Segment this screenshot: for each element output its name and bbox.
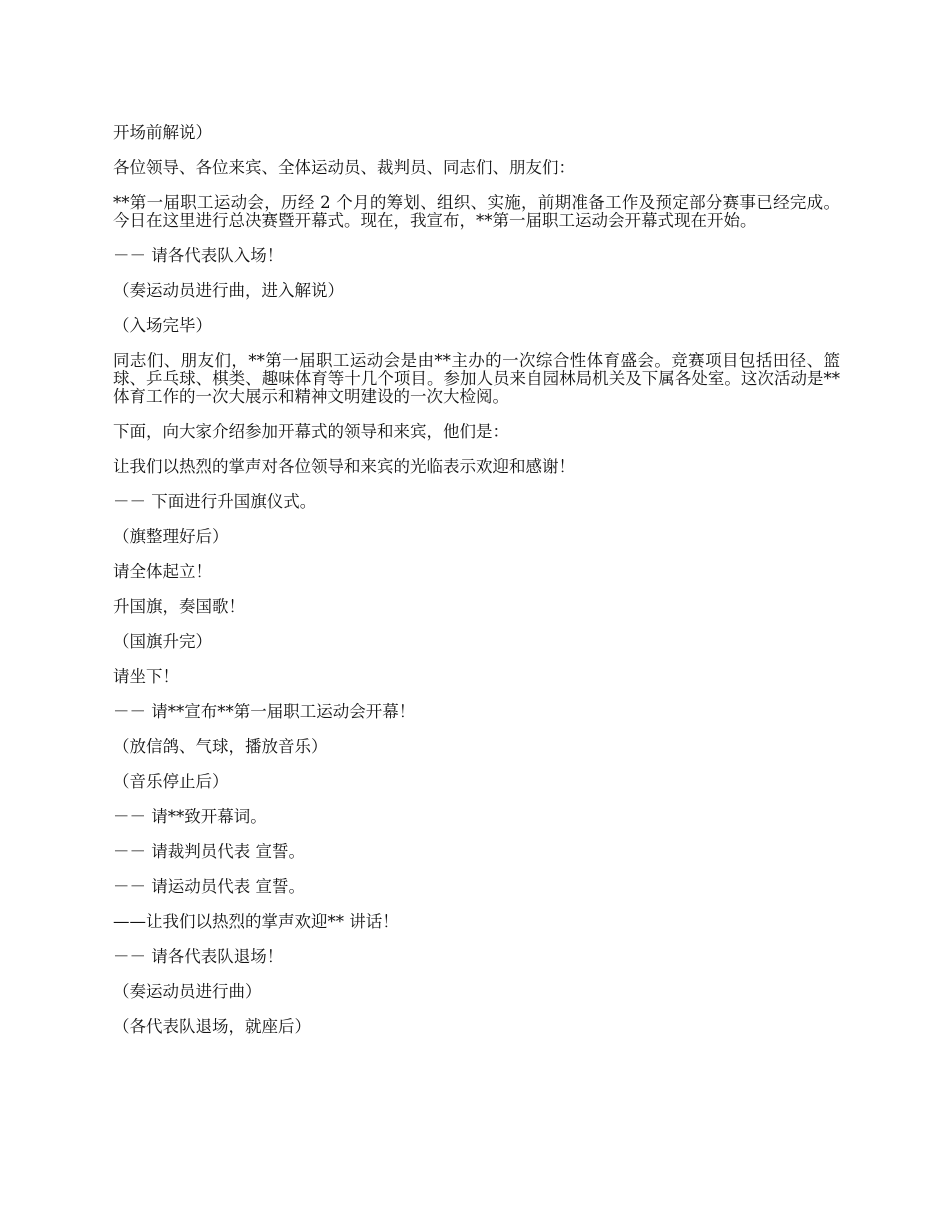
paragraph-15: 请坐下！ (113, 667, 179, 686)
paragraph-14: （国旗升完） (113, 632, 212, 651)
paragraph-11: （旗整理好后） (113, 527, 229, 546)
paragraph-24: （奏运动员进行曲） (113, 982, 262, 1001)
paragraph-22: ——让我们以热烈的掌声欢迎** 讲话！ (113, 912, 399, 931)
paragraph-12: 请全体起立！ (113, 562, 212, 581)
paragraph-7: 同志们、朋友们，**第一届职工运动会是由**主办的一次综合性体育盛会。竞赛项目包括田径、篮球、乒乓球、棋类、趣味体育等十几个项目。参加人员来自园林局机关及下属各处室。这次活动是**体育工作的一次大展示和精神文明建设的一次大检阅。 (113, 351, 840, 406)
paragraph-2: 各位领导、各位来宾、全体运动员、裁判员、同志们、朋友们： (113, 158, 575, 177)
paragraph-5: （奏运动员进行曲，进入解说） (113, 281, 344, 300)
document-body (113, 124, 840, 1053)
paragraph-4: －－ 请各代表队入场！ (113, 246, 284, 265)
paragraph-16: －－ 请**宣布**第一届职工运动会开幕！ (113, 702, 416, 721)
paragraph-6: （入场完毕） (113, 316, 212, 335)
paragraph-18: （音乐停止后） (113, 772, 229, 791)
paragraph-10: －－ 下面进行升国旗仪式。 (113, 492, 317, 511)
paragraph-3: **第一届职工运动会，历经 2 个月的筹划、组织、实施，前期准备工作及预定部分赛事已经完成。今日在这里进行总决赛暨开幕式。现在，我宣布，**第一届职工运动会开幕式现在开始。 (113, 193, 840, 230)
paragraph-9: 让我们以热烈的掌声对各位领导和来宾的光临表示欢迎和感谢！ (113, 457, 575, 476)
paragraph-1: 开场前解说） (113, 123, 212, 142)
paragraph-17: （放信鸽、气球，播放音乐） (113, 737, 328, 756)
paragraph-23: －－ 请各代表队退场！ (113, 947, 284, 966)
paragraph-8: 下面，向大家介绍参加开幕式的领导和来宾，他们是： (113, 422, 509, 441)
paragraph-19: －－ 请**致开幕词。 (113, 807, 267, 826)
paragraph-21: －－ 请运动员代表 宣誓。 (113, 877, 305, 896)
paragraph-25: （各代表队退场，就座后） (113, 1017, 311, 1036)
paragraph-13: 升国旗，奏国歌！ (113, 597, 245, 616)
paragraph-20: －－ 请裁判员代表 宣誓。 (113, 842, 305, 861)
